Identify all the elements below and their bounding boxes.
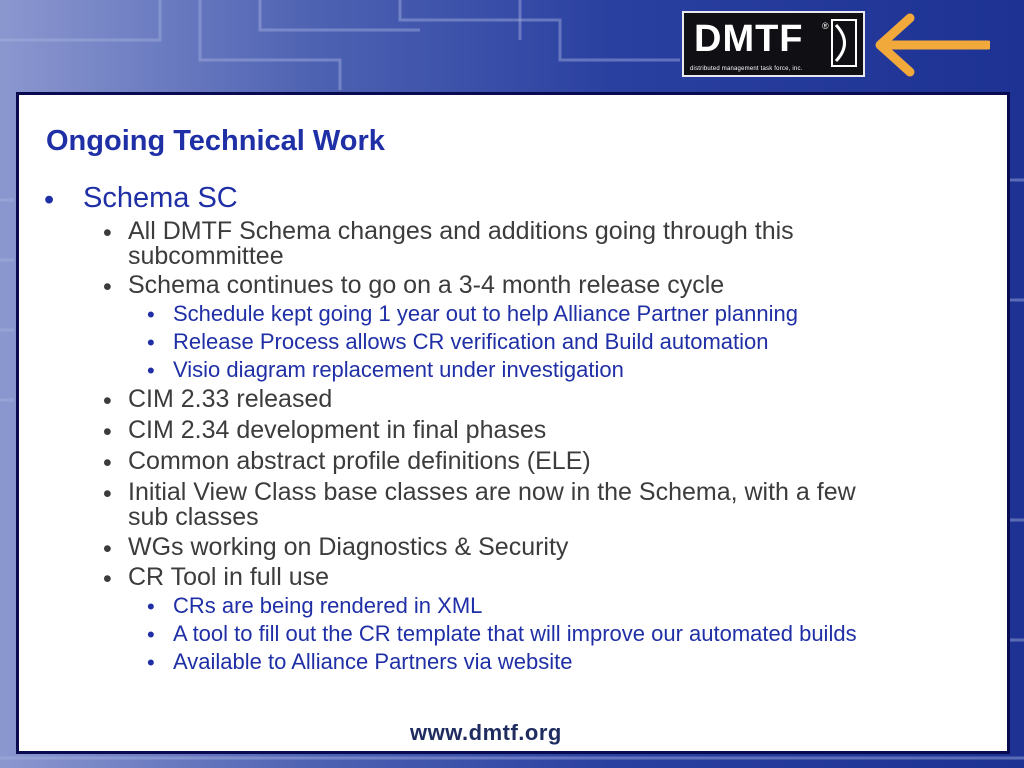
bullet-marker: • bbox=[147, 594, 155, 619]
dmtf-logo[interactable] bbox=[682, 11, 865, 77]
list-item: Common abstract profile definitions (ELE) bbox=[128, 447, 591, 475]
bullet-marker: • bbox=[147, 358, 155, 383]
logo-tagline: distributed management task force, inc. bbox=[690, 66, 803, 72]
list-item: CR Tool in full use bbox=[128, 563, 330, 591]
list-item: All DMTF Schema changes and additions going through this bbox=[128, 217, 794, 245]
slide-title: Ongoing Technical Work bbox=[46, 125, 385, 157]
arrow-left-icon bbox=[870, 12, 990, 78]
list-item: A tool to fill out the CR template that will improve our automated builds bbox=[173, 621, 857, 646]
list-item: WGs working on Diagnostics & Security bbox=[128, 533, 569, 561]
list-item: CIM 2.33 released bbox=[128, 385, 333, 413]
bullet-marker: • bbox=[103, 387, 112, 415]
content-slide bbox=[16, 92, 1010, 754]
bullet-marker: • bbox=[103, 449, 112, 477]
bullet-marker: • bbox=[103, 565, 112, 593]
list-item: Schema continues to go on a 3-4 month release cycle bbox=[128, 271, 725, 299]
bullet-marker: • bbox=[147, 330, 155, 355]
bullet-marker: • bbox=[147, 650, 155, 675]
list-item: Available to Alliance Partners via website bbox=[173, 649, 573, 674]
logo-wordmark: DMTF bbox=[694, 18, 804, 60]
list-item: Schema SC bbox=[83, 182, 238, 214]
list-item-continued: subcommittee bbox=[128, 242, 284, 270]
bullet-marker: • bbox=[103, 535, 112, 563]
logo-d-emblem-icon bbox=[831, 19, 857, 67]
list-item: Visio diagram replacement under investigation bbox=[173, 357, 624, 382]
bullet-marker: • bbox=[103, 273, 112, 301]
list-item: Release Process allows CR verification and Build automation bbox=[173, 329, 769, 354]
bullet-marker: • bbox=[103, 219, 112, 247]
list-item-continued: sub classes bbox=[128, 503, 259, 531]
list-item: CRs are being rendered in XML bbox=[173, 593, 483, 618]
list-item: Initial View Class base classes are now in the Schema, with a few bbox=[128, 478, 856, 506]
logo-registered-mark: ® bbox=[822, 21, 829, 31]
bullet-marker: • bbox=[147, 302, 155, 327]
footer-url[interactable]: www.dmtf.org bbox=[410, 720, 562, 745]
list-item: Schedule kept going 1 year out to help Alliance Partner planning bbox=[173, 301, 798, 326]
bullet-marker: • bbox=[103, 418, 112, 446]
bullet-marker: • bbox=[44, 184, 55, 216]
list-item: CIM 2.34 development in final phases bbox=[128, 416, 547, 444]
bullet-marker: • bbox=[103, 480, 112, 508]
bullet-marker: • bbox=[147, 622, 155, 647]
